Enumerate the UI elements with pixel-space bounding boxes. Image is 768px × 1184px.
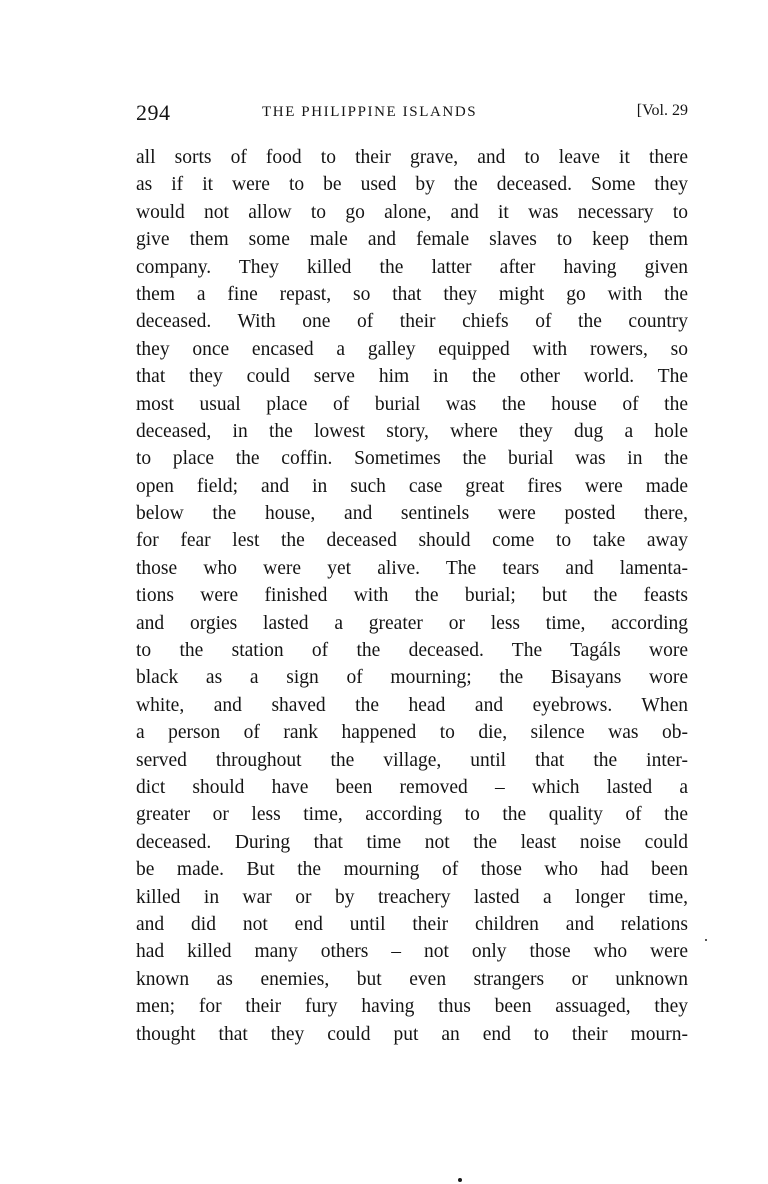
text-line: known as enemies, but even strangers or unknown bbox=[136, 968, 688, 990]
text-line: tions were finished with the burial; but the feasts bbox=[136, 585, 688, 607]
text-line: and did not end until their children and relations bbox=[136, 913, 688, 935]
text-line: deceased. During that time not the least noise could bbox=[136, 831, 688, 853]
volume-reference: [Vol. 29 bbox=[636, 102, 688, 119]
text-line: to the station of the deceased. The Tagáls wore bbox=[136, 640, 688, 662]
text-line: deceased, in the lowest story, where they dug a hole bbox=[136, 420, 688, 442]
text-line: a person of rank happened to die, silence was ob- bbox=[136, 722, 688, 744]
text-line: dict should have been removed – which lasted a bbox=[136, 776, 688, 798]
text-line: below the house, and sentinels were posted there, bbox=[136, 503, 688, 525]
text-line: black as a sign of mourning; the Bisayans wore bbox=[136, 667, 688, 689]
margin-speck bbox=[705, 939, 707, 941]
text-line: open field; and in such case great fires were made bbox=[136, 475, 688, 497]
text-line: greater or less time, according to the quality of the bbox=[136, 804, 688, 826]
text-line: and orgies lasted a greater or less time, according bbox=[136, 612, 688, 634]
text-line: all sorts of food to their grave, and to leave it there bbox=[136, 147, 688, 168]
text-line: served throughout the village, until that the inter- bbox=[136, 749, 688, 771]
text-line: thought that they could put an end to their mourn- bbox=[136, 1023, 688, 1045]
text-line: those who were yet alive. The tears and lamenta- bbox=[136, 557, 688, 579]
text-line: killed in war or by treachery lasted a longer time, bbox=[136, 886, 688, 908]
text-line: as if it were to be used by the deceased. Some they bbox=[136, 174, 688, 196]
text-line: them a fine repast, so that they might go with the bbox=[136, 283, 688, 305]
text-line: had killed many others – not only those who were bbox=[136, 941, 688, 963]
text-line: for fear lest the deceased should come to take away bbox=[136, 530, 688, 552]
text-line: white, and shaved the head and eyebrows. When bbox=[136, 694, 688, 716]
text-line: to place the coffin. Sometimes the burial was in the bbox=[136, 448, 688, 470]
text-line: be made. But the mourning of those who had been bbox=[136, 859, 688, 881]
text-line: would not allow to go alone, and it was necessary to bbox=[136, 201, 688, 223]
running-head bbox=[136, 100, 688, 126]
text-line: give them some male and female slaves to keep them bbox=[136, 229, 688, 251]
signature-mark bbox=[458, 1178, 462, 1182]
text-line: company. They killed the latter after having given bbox=[136, 256, 688, 278]
running-title: THE PHILIPPINE ISLANDS bbox=[262, 104, 478, 120]
text-line: they once encased a galley equipped with rowers, so bbox=[136, 338, 688, 360]
text-line: deceased. With one of their chiefs of the country bbox=[136, 311, 688, 333]
page-number: 294 bbox=[136, 100, 171, 125]
text-line: that they could serve him in the other world. The bbox=[136, 366, 688, 388]
text-line: men; for their fury having thus been assuaged, they bbox=[136, 996, 688, 1018]
body-text bbox=[136, 144, 688, 1048]
text-line: most usual place of burial was the house of the bbox=[136, 393, 688, 415]
